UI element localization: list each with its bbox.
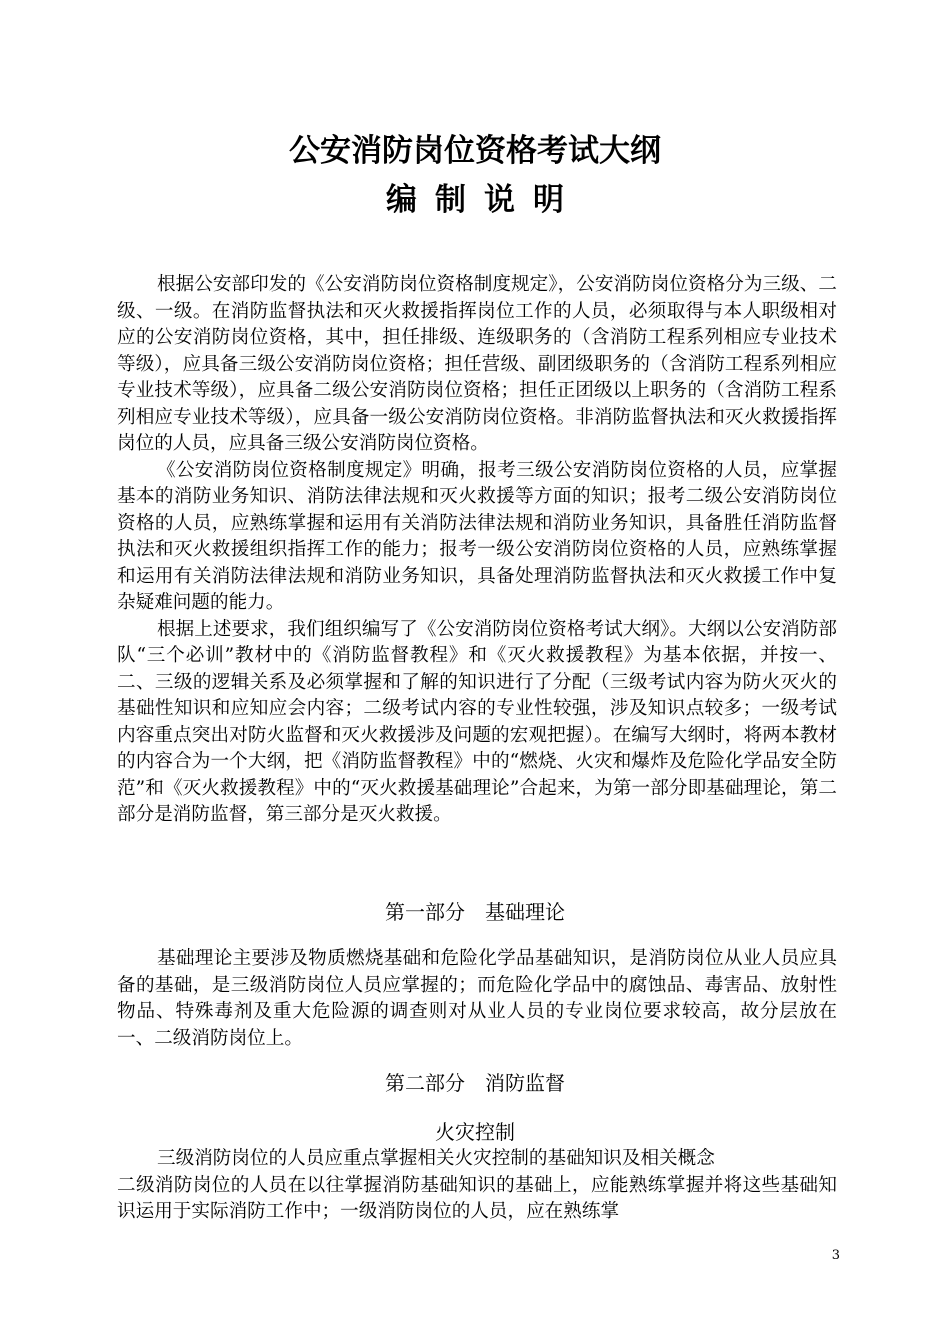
intro-section (117, 272, 837, 829)
intro-paragraph-2: 《公安消防岗位资格制度规定》明确，报考三级公安消防岗位资格的人员，应掌握基本的消防业务知识、消防法律法规和灭火救援等方面的知识；报考二级公安消防岗位资格的人员，应熟练掌握和运用有关消防法律法规和消防业务知识，具备胜任消防监督执法和灭火救援组织指挥工作的能力；报考一级公安消防岗位资格的人员，应熟练掌握和运用有关消防法律法规和消防业务知识，具备处理消防监督执法和灭火救援工作中复杂疑难问题的能力。 (117, 459, 837, 613)
part2-line-2: 二级消防岗位的人员在以往掌握消防基础知识的基础上，应能熟练掌握并将这些基础知识运用于实际消防工作中；一级消防岗位的人员，应在熟练掌 (117, 1174, 837, 1222)
intro-paragraph-3: 根据上述要求，我们组织编写了《公安消防岗位资格考试大纲》。大纲以公安消防部队“三个必训”教材中的《消防监督教程》和《灭火救援教程》为基本依据，并按一、二、三级的逻辑关系及必须掌握和了解的知识进行了分配（三级考试内容为防火灭火的基础性知识和应知应会内容；二级考试内容的专业性较强，涉及知识点较多；一级考试内容重点突出对防火监督和灭火救援涉及问题的宏观把握）。在编写大纲时，将两本教材的内容合为一个大纲，把《消防监督教程》中的“燃烧、火灾和爆炸及危险化学品安全防范”和《灭火救援教程》中的“灭火救援基础理论”合起来，为第一部分即基础理论，第二部分是消防监督，第三部分是灭火救援。 (117, 618, 837, 825)
part2-line-1: 三级消防岗位的人员应重点掌握相关火灾控制的基础知识及相关概念 (157, 1148, 715, 1169)
part1-heading: 第一部分 基础理论 (385, 900, 565, 924)
part2-subheading: 火灾控制 (435, 1120, 515, 1144)
part1-paragraph: 基础理论主要涉及物质燃烧基础和危险化学品基础知识，是消防岗位从业人员应具备的基础，是三级消防岗位人员应掌握的；而危险化学品中的腐蚀品、毒害品、放射性物品、特殊毒剂及重大危险源的调查则对从业人员的专业岗位要求较高，故分层放在一、二级消防岗位上。 (117, 948, 837, 1049)
intro-paragraph-1: 根据公安部印发的《公安消防岗位资格制度规定》，公安消防岗位资格分为三级、二级、一级。在消防监督执法和灭火救援指挥岗位工作的人员，必须取得与本人职级相对应的公安消防岗位资格，其中，担任排级、连级职务的（含消防工程系列相应专业技术等级），应具备三级公安消防岗位资格；担任营级、副团级职务的（含消防工程系列相应专业技术等级），应具备二级公安消防岗位资格；担任正团级以上职务的（含消防工程系列相应专业技术等级），应具备一级公安消防岗位资格。非消防监督执法和灭火救援指挥岗位的人员，应具备三级公安消防岗位资格。 (117, 274, 837, 454)
document-subtitle: 编制说明 (386, 182, 582, 218)
page-number: 3 (831, 1248, 840, 1263)
part1-section (117, 946, 837, 1052)
document-title: 公安消防岗位资格考试大纲 (289, 133, 661, 169)
part2-section (117, 1146, 837, 1226)
part2-heading: 第二部分 消防监督 (385, 1071, 565, 1095)
